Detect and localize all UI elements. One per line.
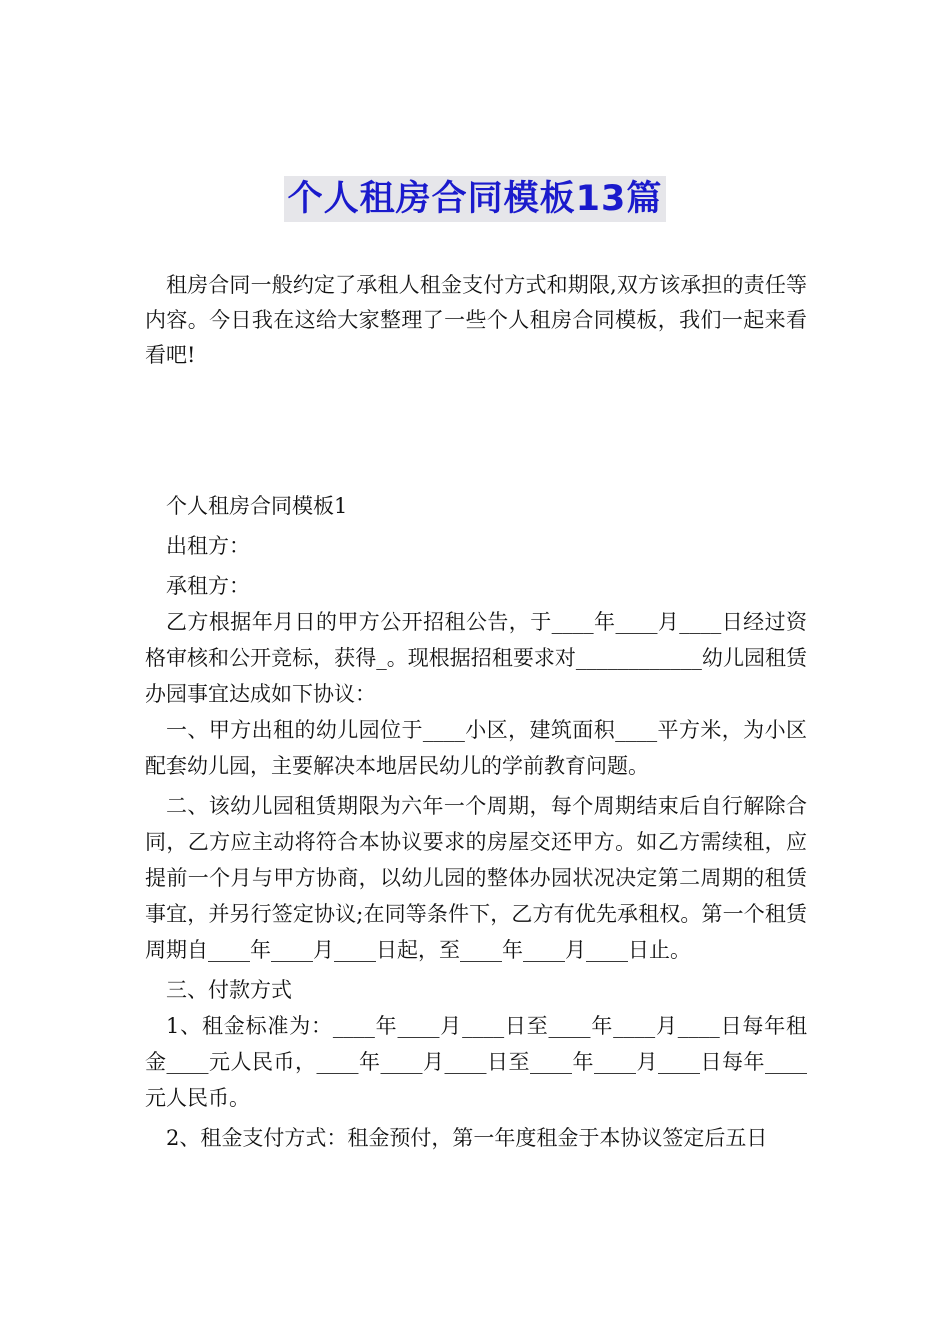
section-heading: 个人租房合同模板1 [166, 494, 348, 518]
intro-section [145, 268, 807, 373]
contract-paragraph: 1、租金标准为：____年____月____日至____年____月____日每年租金____元人民币，____年____月____日至____年____月____日每年____元人民币。 [145, 1014, 807, 1110]
contract-body [145, 488, 807, 1156]
contract-paragraph: 二、该幼儿园租赁期限为六年一个周期，每个周期结束后自行解除合同，乙方应主动将符合本协议要求的房屋交还甲方。如乙方需续租，应提前一个月与甲方协商，以幼儿园的整体办园状况决定第二周期的租赁事宜，并另行签定协议;在同等条件下，乙方有优先承租权。第一个租赁周期自____年____月____日起，至____年____月____日止。 [145, 794, 807, 962]
contract-paragraph: 三、付款方式 [166, 978, 292, 1002]
lessee-label: 承租方： [166, 574, 250, 598]
contract-paragraph: 一、甲方出租的幼儿园位于____小区，建筑面积____平方米，为小区配套幼儿园，主要解决本地居民幼儿的学前教育问题。 [145, 718, 807, 778]
lessor-label: 出租方： [166, 534, 250, 558]
contract-paragraph: 2、租金支付方式：租金预付，第一年度租金于本协议签定后五日 [166, 1126, 768, 1150]
contract-paragraph: 乙方根据年月日的甲方公开招租公告，于____年____月____日经过资格审核和公开竞标，获得_。现根据招租要求对____________幼儿园租赁办园事宜达成如下协议： [145, 610, 807, 706]
intro-paragraph: 租房合同一般约定了承租人租金支付方式和期限,双方该承担的责任等内容。今日我在这给大家整理了一些个人租房合同模板，我们一起来看看吧! [145, 273, 807, 367]
document-title: 个人租房合同模板13篇 [284, 176, 667, 222]
title-container [0, 176, 950, 222]
